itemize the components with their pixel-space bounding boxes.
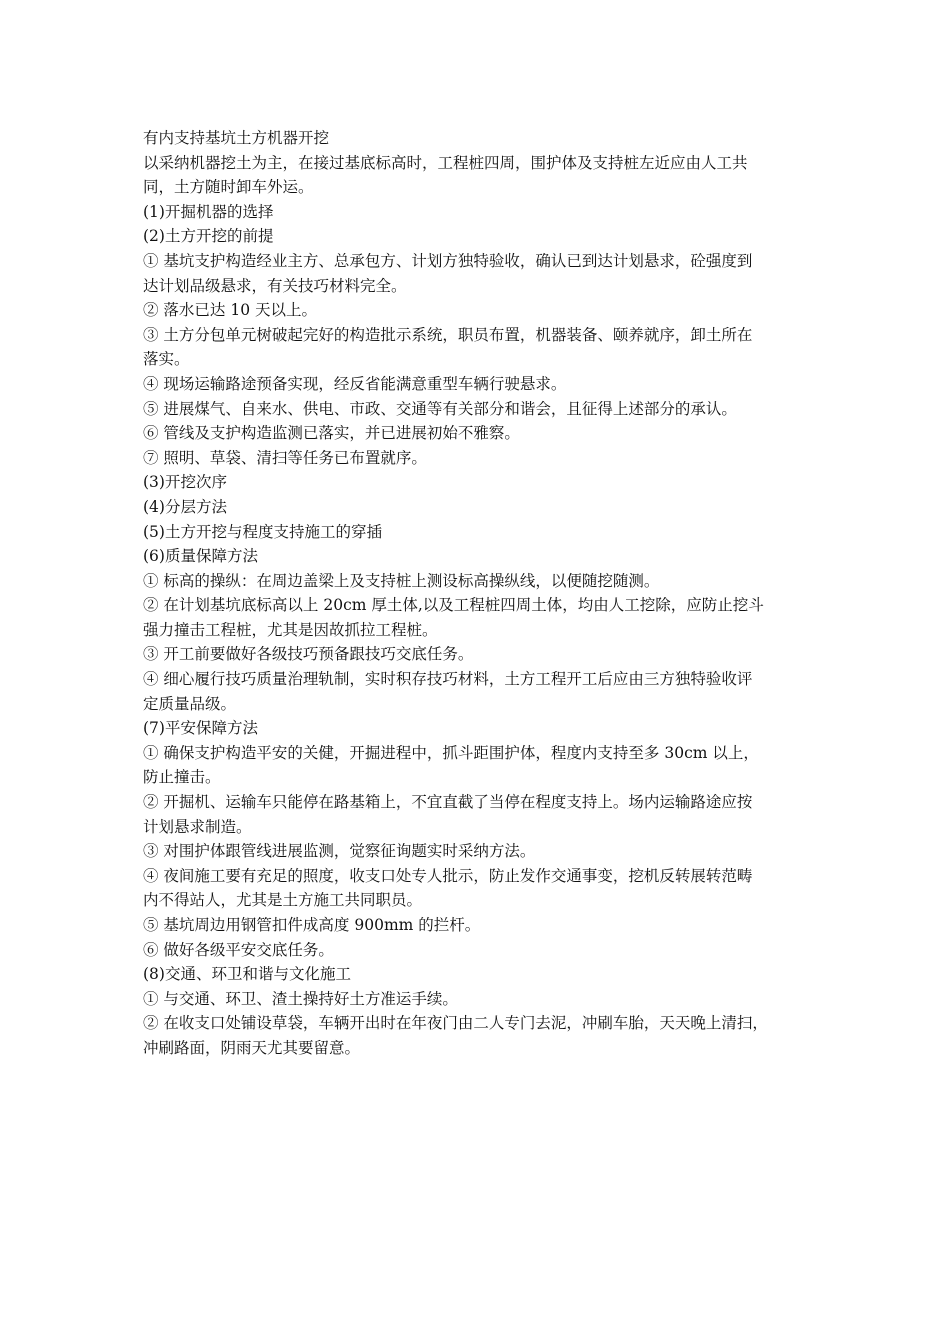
- paragraph-line: ④ 细心履行技巧质量治理轨制，实时积存技巧材料，土方工程开工后应由三方独特验收评: [143, 670, 753, 689]
- paragraph-line: ③ 开工前要做好各级技巧预备跟技巧交底任务。: [143, 645, 474, 664]
- document-page: [143, 126, 823, 1061]
- paragraph-line: ② 在收支口处铺设草袋，车辆开出时在年夜门由二人专门去泥，冲刷车胎，天天晚上清扫，: [143, 1014, 768, 1033]
- paragraph: [143, 151, 823, 200]
- paragraph-line: ① 基坑支护构造经业主方、总承包方、计划方独特验收，确认已到达计划悬求，砼强度到: [143, 251, 753, 270]
- paragraph: [143, 938, 823, 963]
- paragraph: [143, 397, 823, 422]
- paragraph: [143, 200, 823, 225]
- paragraph: [143, 495, 823, 520]
- paragraph-line: (3)开挖次序: [143, 473, 227, 492]
- paragraph-line: 同，土方随时卸车外运。: [143, 178, 314, 197]
- paragraph: [143, 913, 823, 938]
- paragraph-line: 达计划品级悬求，有关技巧材料完全。: [143, 276, 407, 295]
- paragraph-line: (5)土方开挖与程度支持施工的穿插: [143, 522, 382, 541]
- paragraph-line: ③ 对围护体跟管线进展监测，觉察征询题实时采纳方法。: [143, 842, 536, 861]
- paragraph: [143, 864, 823, 913]
- paragraph-line: (1)开掘机器的选择: [143, 202, 274, 221]
- paragraph: [143, 593, 823, 642]
- paragraph-line: 冲刷路面，阴雨天尤其要留意。: [143, 1038, 361, 1057]
- paragraph: [143, 741, 823, 790]
- paragraph-line: (7)平安保障方法: [143, 719, 258, 738]
- paragraph: [143, 421, 823, 446]
- paragraph: [143, 470, 823, 495]
- paragraph-line: ② 开掘机、运输车只能停在路基箱上，不宜直截了当停在程度支持上。场内运输路途应按: [143, 793, 753, 812]
- paragraph: [143, 1011, 823, 1060]
- paragraph: [143, 544, 823, 569]
- paragraph-line: ⑤ 进展煤气、自来水、供电、市政、交通等有关部分和谐会，且征得上述部分的承认。: [143, 399, 737, 418]
- paragraph-line: ④ 现场运输路途预备实现，经反省能满意重型车辆行驶悬求。: [143, 374, 567, 393]
- paragraph: [143, 520, 823, 545]
- document-title: 有内支持基坑土方机器开挖: [143, 129, 330, 147]
- paragraph-line: ⑦ 照明、草袋、清扫等任务已布置就序。: [143, 448, 427, 467]
- paragraph-line: ⑤ 基坑周边用钢管扣件成高度 900mm 的拦杆。: [143, 916, 481, 934]
- paragraph-line: (2)土方开挖的前提: [143, 227, 274, 246]
- paragraph-line: 防止撞击。: [143, 768, 221, 787]
- paragraph-line: ③ 土方分包单元树破起完好的构造批示系统，职员布置，机器装备、颐养就序，卸土所在: [143, 325, 753, 344]
- document-body: [143, 151, 823, 1061]
- paragraph-line: 强力撞击工程桩，尤其是因故抓拉工程桩。: [143, 620, 438, 639]
- paragraph: [143, 446, 823, 471]
- paragraph: [143, 667, 823, 716]
- paragraph: [143, 249, 823, 298]
- paragraph-line: ① 标高的操纵：在周边盖梁上及支持桩上测设标高操纵线，以便随挖随测。: [143, 571, 660, 590]
- paragraph: [143, 372, 823, 397]
- paragraph: [143, 298, 823, 323]
- paragraph-line: 计划悬求制造。: [143, 817, 252, 836]
- paragraph: [143, 987, 823, 1012]
- paragraph-line: ② 落水已达 10 天以上。: [143, 301, 318, 320]
- paragraph: [143, 642, 823, 667]
- paragraph-line: ⑥ 做好各级平安交底任务。: [143, 940, 334, 959]
- paragraph: [143, 569, 823, 594]
- paragraph: [143, 839, 823, 864]
- paragraph: [143, 790, 823, 839]
- paragraph-line: 以采纳机器挖土为主，在接过基底标高时，工程桩四周，围护体及支持桩左近应由人工共: [143, 153, 748, 172]
- paragraph-line: ① 确保支护构造平安的关健，开掘进程中，抓斗距围护体，程度内支持至多 30cm 以上，: [143, 743, 759, 762]
- paragraph: [143, 224, 823, 249]
- paragraph-line: ④ 夜间施工要有充足的照度，收支口处专人批示，防止发作交通事变，挖机反转展转范畴: [143, 866, 753, 885]
- paragraph-line: 内不得站人，尤其是土方施工共同职员。: [143, 891, 423, 910]
- paragraph: [143, 716, 823, 741]
- paragraph: [143, 323, 823, 372]
- paragraph-line: (6)质量保障方法: [143, 547, 258, 566]
- paragraph-line: (8)交通、环卫和谐与文化施工: [143, 965, 351, 984]
- paragraph-line: 定质量品级。: [143, 694, 237, 713]
- paragraph-line: (4)分层方法: [143, 497, 227, 516]
- paragraph-line: ⑥ 管线及支护构造监测已落实，并已进展初始不雅察。: [143, 424, 520, 443]
- paragraph-line: ① 与交通、环卫、渣土操持好土方准运手续。: [143, 989, 458, 1008]
- paragraph-line: ② 在计划基坑底标高以上 20cm 厚土体,以及工程桩四周土体，均由人工挖除，应防止挖斗: [143, 596, 764, 615]
- paragraph: [143, 962, 823, 987]
- paragraph-line: 落实。: [143, 350, 190, 369]
